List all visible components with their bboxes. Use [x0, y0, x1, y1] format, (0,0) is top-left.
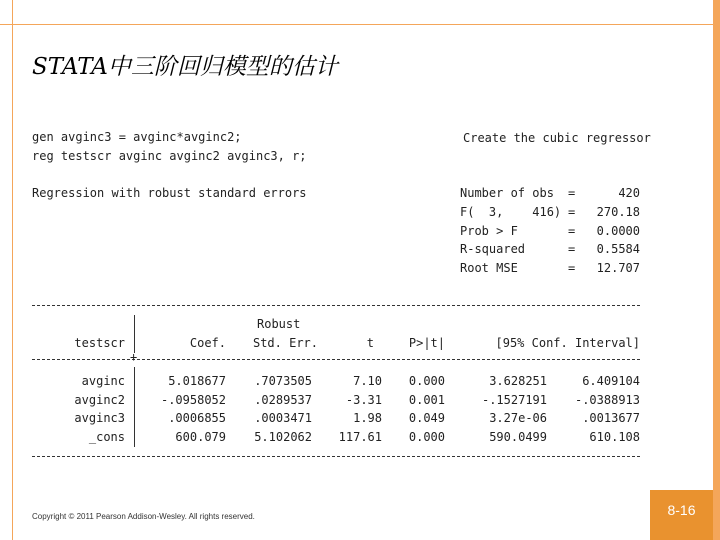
command-line-2: reg testscr avginc avginc2 avginc3, r; [32, 149, 307, 163]
row-p: 0.000 [408, 430, 445, 444]
row-coef: .0006855 [168, 411, 226, 425]
command-comment: Create the cubic regressor [463, 131, 651, 145]
row-coef: 5.018677 [168, 374, 226, 388]
se-header: Std. Err. [252, 336, 318, 350]
row-ci-low: 3.27e-06 [489, 411, 547, 425]
row-se: .0289537 [254, 393, 312, 407]
copyright-footer: Copyright © 2011 Pearson Addison-Wesley. All rights reserved. [32, 512, 255, 521]
stat-equals: = [568, 186, 576, 200]
stat-equals: = [568, 205, 576, 219]
row-variable: avginc [81, 374, 125, 388]
row-coef: 600.079 [175, 430, 226, 444]
row-variable: avginc2 [74, 393, 125, 407]
header-separator [134, 315, 135, 353]
ci-header: [95% Conf. Interval] [495, 336, 640, 350]
stat-equals: = [568, 224, 576, 238]
table-bottom-rule [32, 456, 640, 457]
p-header: P>|t| [408, 336, 445, 350]
row-ci-high: -.0388913 [574, 393, 640, 407]
row-se: .0003471 [254, 411, 312, 425]
stat-value: 420 [618, 186, 640, 200]
stat-label: F( 3, 416) [460, 205, 562, 219]
row-ci-high: .0013677 [582, 411, 640, 425]
header-rule [32, 359, 640, 360]
command-line-1: gen avginc3 = avginc*avginc2; [32, 130, 242, 144]
table-top-rule [32, 305, 640, 306]
row-t: 1.98 [353, 411, 382, 425]
row-se: .7073505 [254, 374, 312, 388]
row-variable: avginc3 [74, 411, 125, 425]
stat-label: Root MSE [460, 261, 518, 275]
left-border-line [12, 0, 13, 540]
regression-label: Regression with robust standard errors [32, 186, 307, 200]
row-p: 0.001 [408, 393, 445, 407]
body-separator [134, 367, 135, 447]
row-t: -3.31 [345, 393, 382, 407]
dep-var-header: testscr [74, 336, 125, 350]
page-number-box [650, 490, 713, 540]
t-header: t [366, 336, 374, 350]
stat-value: 0.5584 [596, 242, 640, 256]
stat-label: Number of obs [460, 186, 554, 200]
stat-equals: = [568, 242, 576, 256]
stat-label: R-squared [460, 242, 526, 256]
robust-header: Robust [257, 317, 301, 331]
stat-value: 270.18 [596, 205, 640, 219]
rule-junction: + [130, 350, 138, 364]
row-ci-low: -.1527191 [481, 393, 547, 407]
row-ci-low: 3.628251 [489, 374, 547, 388]
slide-title: STATA中三阶回归模型的估计 [32, 54, 338, 80]
stat-value: 12.707 [596, 261, 640, 275]
row-ci-high: 6.409104 [582, 374, 640, 388]
stat-label: Prob > F [460, 224, 518, 238]
page-number: 8-16 [667, 502, 696, 518]
row-ci-high: 610.108 [589, 430, 640, 444]
row-t: 117.61 [338, 430, 382, 444]
row-ci-low: 590.0499 [489, 430, 547, 444]
row-p: 0.049 [408, 411, 445, 425]
coef-header: Coef. [189, 336, 226, 350]
row-p: 0.000 [408, 374, 445, 388]
stat-equals: = [568, 261, 576, 275]
top-border-line [0, 24, 713, 25]
row-coef: -.0958052 [160, 393, 226, 407]
row-variable: _cons [88, 430, 125, 444]
row-se: 5.102062 [254, 430, 312, 444]
stat-value: 0.0000 [596, 224, 640, 238]
row-t: 7.10 [353, 374, 382, 388]
